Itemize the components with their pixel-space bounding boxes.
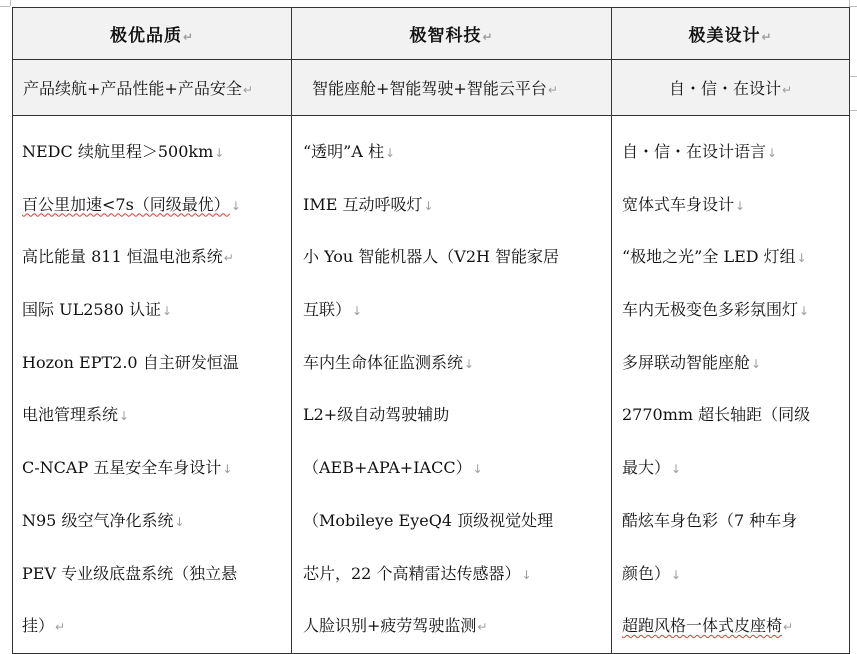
line-break-icon: ↓ <box>796 251 807 266</box>
margin-mark <box>849 76 857 77</box>
cell-line: NEDC 续航里程＞500km↓ <box>22 142 225 161</box>
cell-line: 自・信・在设计语言↓ <box>622 142 778 161</box>
cell-line: （Mobileye EyeQ4 顶级视觉处理 <box>303 510 554 530</box>
cell-line: 高比能量 811 恒温电池系统↵ <box>22 247 234 267</box>
cell-line: 车内生命体征监测系统↓ <box>303 352 475 372</box>
cell-line: 芯片，22 个高精雷达传感器）↓ <box>303 563 532 583</box>
cell-line: 国际 UL2580 认证↓ <box>22 300 173 320</box>
cell-line: 颜色）↓ <box>622 563 682 583</box>
paragraph-mark-icon: ↵ <box>482 30 494 44</box>
line-break-icon: ↓ <box>472 462 483 477</box>
line-break-icon: ↓ <box>230 198 241 213</box>
paragraph-mark-icon: ↵ <box>182 30 195 44</box>
cell-line: 多屏联动智能座舱↓ <box>622 352 762 372</box>
header-row <box>13 8 850 60</box>
cell-line: 人脸识别+疲劳驾驶监测↵ <box>303 616 488 636</box>
feature-table <box>12 7 850 654</box>
line-break-icon: ↓ <box>423 198 434 213</box>
paragraph-mark-icon: ↵ <box>547 83 558 97</box>
cell-line: 互联）↓ <box>303 300 363 320</box>
cell-line: 百公里加速<7s（同级最优）↓ <box>22 194 241 214</box>
content-cell-quality[interactable] <box>13 116 292 654</box>
header-text: 极智科技 <box>409 26 482 46</box>
line-break-icon: ↓ <box>174 514 185 529</box>
header-text: 极优品质 <box>109 26 182 46</box>
line-break-icon: ↓ <box>162 304 173 319</box>
cell-line: C-NCAP 五星安全车身设计↓ <box>22 458 233 478</box>
cell-line: L2+级自动驾驶辅助 <box>303 405 450 425</box>
header-cell-design[interactable] <box>612 8 850 60</box>
cell-line: 挂）↵ <box>22 616 66 636</box>
margin-mark <box>0 6 10 8</box>
header-text: 极美设计 <box>688 26 761 46</box>
cell-line: 超跑风格一体式皮座椅↵ <box>622 616 794 636</box>
cell-line: IME 互动呼吸灯↓ <box>303 194 434 214</box>
subheader-cell-quality[interactable] <box>13 60 292 116</box>
cell-line: 宽体式车身设计↓ <box>622 194 746 214</box>
cell-line: 最大）↓ <box>622 458 682 478</box>
line-break-icon: ↓ <box>119 409 130 424</box>
paragraph-mark-icon: ↵ <box>781 83 793 97</box>
cell-line: （AEB+APA+IACC）↓ <box>303 458 483 478</box>
subheader-cell-tech[interactable] <box>292 60 612 116</box>
line-break-icon: ↓ <box>671 462 682 477</box>
cell-line: “极地之光”全 LED 灯组↓ <box>622 247 807 267</box>
line-break-icon: ↓ <box>385 146 396 160</box>
margin-mark <box>849 6 857 8</box>
paragraph-mark-icon: ↵ <box>761 30 773 44</box>
line-break-icon: ↓ <box>799 304 810 319</box>
paragraph-mark-icon: ↵ <box>55 620 66 635</box>
cell-line: N95 级空气净化系统↓ <box>22 510 185 530</box>
line-break-icon: ↓ <box>464 356 475 371</box>
line-break-icon: ↓ <box>352 304 363 319</box>
content-cell-design[interactable] <box>612 116 850 654</box>
paragraph-mark-icon: ↵ <box>783 620 794 635</box>
content-row <box>13 116 850 654</box>
line-break-icon: ↓ <box>671 567 682 582</box>
cell-line: “透明”A 柱↓ <box>303 142 396 161</box>
cell-line: 小 You 智能机器人（V2H 智能家居 <box>303 247 560 267</box>
cell-line: 车内无极变色多彩氛围灯↓ <box>622 300 810 320</box>
margin-mark <box>849 110 857 111</box>
line-break-icon: ↓ <box>767 146 778 160</box>
paragraph-mark-icon: ↵ <box>242 83 253 97</box>
subheader-text: 产品续航+产品性能+产品安全 <box>23 79 242 98</box>
header-cell-quality[interactable] <box>13 8 292 60</box>
margin-mark <box>10 0 12 6</box>
subheader-row <box>13 60 850 116</box>
line-break-icon: ↓ <box>214 146 225 160</box>
subheader-cell-design[interactable] <box>612 60 850 116</box>
cell-line: 2770mm 超长轴距（同级 <box>622 405 811 425</box>
subheader-text: 自・信・在设计 <box>668 79 781 98</box>
content-cell-tech[interactable] <box>292 116 612 654</box>
line-break-icon: ↓ <box>735 198 746 213</box>
paragraph-mark-icon: ↵ <box>477 620 488 635</box>
cell-line: 电池管理系统↓ <box>22 405 130 425</box>
line-break-icon: ↓ <box>521 567 532 582</box>
line-break-icon: ↓ <box>222 462 233 477</box>
cell-line: PEV 专业级底盘系统（独立悬 <box>22 563 238 583</box>
cell-line: 酷炫车身色彩（7 种车身 <box>622 510 798 530</box>
paragraph-mark-icon: ↵ <box>223 251 234 266</box>
header-cell-tech[interactable] <box>292 8 612 60</box>
cell-line: Hozon EPT2.0 自主研发恒温 <box>22 352 239 372</box>
line-break-icon: ↓ <box>751 356 762 371</box>
subheader-text: 智能座舱+智能驾驶+智能云平台 <box>312 79 547 98</box>
